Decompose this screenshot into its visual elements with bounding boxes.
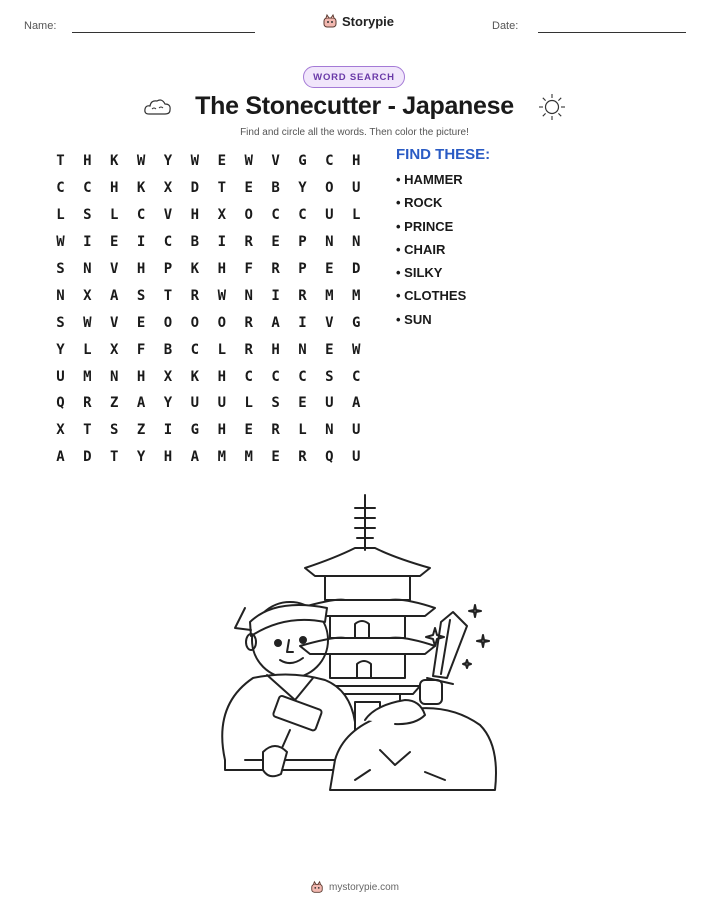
footer-url: mystorypie.com	[328, 881, 399, 893]
grid-letter[interactable]: Z	[136, 422, 146, 439]
word-item: • SILKY	[396, 265, 443, 281]
grid-letter[interactable]: E	[244, 180, 253, 197]
grid-letter[interactable]: O	[244, 207, 253, 224]
grid-letter[interactable]: U	[352, 422, 361, 439]
word-list	[396, 172, 466, 335]
date-label: Date:	[492, 20, 519, 32]
grid-letter[interactable]: Z	[110, 395, 119, 412]
date-line[interactable]	[538, 32, 686, 33]
grid-letter[interactable]: Y	[298, 180, 307, 197]
grid-letter[interactable]: X	[110, 341, 119, 358]
grid-letter[interactable]: W	[244, 153, 253, 170]
grid-row	[47, 148, 370, 175]
storypie-logo-icon	[310, 880, 324, 894]
grid-letter[interactable]: W	[136, 153, 146, 170]
grid-letter[interactable]: N	[110, 368, 119, 385]
grid-letter[interactable]: I	[136, 234, 146, 251]
grid-letter[interactable]: Q	[56, 395, 65, 412]
stonecutter-illustration	[205, 490, 505, 820]
grid-letter[interactable]: K	[190, 261, 200, 277]
grid-letter[interactable]: E	[110, 234, 119, 251]
grid-letter[interactable]: W	[217, 287, 226, 304]
grid-letter[interactable]: S	[110, 422, 119, 439]
grid-letter[interactable]: R	[271, 422, 280, 439]
grid-letter[interactable]: H	[217, 368, 226, 385]
grid-letter[interactable]: N	[244, 287, 253, 304]
grid-letter[interactable]: V	[271, 153, 280, 170]
grid-letter[interactable]: H	[83, 153, 92, 170]
grid-letter[interactable]: P	[163, 261, 173, 277]
grid-row	[47, 363, 370, 390]
grid-letter[interactable]: R	[244, 234, 253, 251]
grid-row	[47, 202, 370, 229]
grid-letter[interactable]: T	[110, 449, 119, 466]
grid-letter[interactable]: T	[217, 180, 226, 197]
grid-letter[interactable]: S	[271, 395, 280, 412]
grid-letter[interactable]: Y	[136, 449, 146, 466]
grid-letter[interactable]: C	[271, 368, 280, 385]
grid-letter[interactable]: H	[217, 261, 226, 277]
grid-letter[interactable]: E	[271, 234, 280, 251]
grid-row	[47, 390, 370, 417]
grid-letter[interactable]: X	[83, 287, 92, 304]
grid-letter[interactable]: R	[244, 314, 253, 331]
grid-letter[interactable]: I	[271, 287, 280, 304]
footer	[0, 880, 709, 894]
grid-letter[interactable]: X	[217, 207, 226, 224]
letter-grid[interactable]	[47, 148, 370, 471]
grid-letter[interactable]: A	[110, 287, 119, 304]
grid-letter[interactable]: R	[244, 341, 253, 358]
grid-letter[interactable]: O	[190, 314, 200, 331]
grid-row	[47, 256, 370, 283]
grid-letter[interactable]: L	[217, 341, 226, 358]
grid-letter[interactable]: L	[56, 207, 65, 224]
grid-letter[interactable]: T	[83, 422, 92, 439]
grid-letter[interactable]: Q	[325, 449, 334, 466]
grid-letter[interactable]: H	[190, 207, 200, 224]
instructions: Find and circle all the words. Then color the picture!	[240, 127, 469, 138]
grid-letter[interactable]: K	[190, 368, 200, 385]
grid-row	[47, 309, 370, 336]
grid-letter[interactable]: X	[163, 368, 173, 385]
grid-letter[interactable]: S	[56, 314, 65, 331]
grid-letter[interactable]: L	[244, 395, 253, 412]
grid-letter[interactable]: C	[298, 207, 307, 224]
grid-letter[interactable]: C	[56, 180, 65, 197]
grid-letter[interactable]: X	[56, 422, 65, 439]
grid-letter[interactable]: E	[244, 422, 253, 439]
word-item: • ROCK	[396, 195, 443, 211]
grid-letter[interactable]: C	[244, 368, 253, 385]
grid-letter[interactable]: E	[298, 395, 307, 412]
grid-letter[interactable]: C	[271, 207, 280, 224]
grid-letter[interactable]: A	[190, 449, 200, 466]
grid-letter[interactable]: G	[190, 422, 200, 439]
grid-letter[interactable]: X	[163, 180, 173, 197]
grid-letter[interactable]: W	[56, 234, 65, 251]
word-item: • CHAIR	[396, 241, 446, 257]
grid-letter[interactable]: L	[352, 207, 361, 224]
grid-letter[interactable]: V	[110, 314, 119, 331]
grid-letter[interactable]: E	[217, 153, 226, 170]
grid-letter[interactable]: T	[163, 287, 173, 304]
grid-letter[interactable]: L	[83, 341, 92, 358]
grid-letter[interactable]: S	[83, 207, 92, 224]
grid-letter[interactable]: K	[110, 153, 119, 170]
storypie-logo-icon	[322, 13, 338, 29]
grid-letter[interactable]: F	[136, 341, 146, 358]
grid-letter[interactable]: E	[325, 261, 334, 277]
grid-row	[47, 282, 370, 309]
grid-letter[interactable]: U	[190, 395, 200, 412]
grid-letter[interactable]: T	[56, 153, 65, 170]
grid-letter[interactable]: H	[163, 449, 173, 466]
word-item: • PRINCE	[396, 218, 454, 234]
grid-letter[interactable]: C	[163, 234, 173, 251]
grid-letter[interactable]: V	[163, 207, 173, 224]
grid-letter[interactable]: B	[190, 234, 200, 251]
grid-row	[47, 417, 370, 444]
grid-letter[interactable]: H	[136, 368, 146, 385]
grid-letter[interactable]: V	[110, 261, 119, 277]
grid-letter[interactable]: N	[325, 234, 334, 251]
name-label: Name:	[24, 20, 57, 32]
grid-letter[interactable]: H	[271, 341, 280, 358]
grid-letter[interactable]: E	[271, 449, 280, 466]
grid-letter[interactable]: U	[217, 395, 226, 412]
grid-letter[interactable]: D	[352, 261, 361, 277]
grid-letter[interactable]: U	[352, 180, 361, 197]
grid-letter[interactable]: O	[325, 180, 334, 197]
grid-letter[interactable]: W	[83, 314, 92, 331]
grid-letter[interactable]: B	[271, 180, 280, 197]
grid-letter[interactable]: G	[298, 153, 307, 170]
grid-letter[interactable]: R	[298, 287, 307, 304]
grid-letter[interactable]: C	[325, 153, 334, 170]
sun-icon	[538, 93, 566, 121]
brand-name: Storypie	[342, 13, 395, 29]
grid-letter[interactable]: O	[217, 314, 226, 331]
grid-letter[interactable]: C	[298, 368, 307, 385]
word-item: • HAMMER	[396, 172, 463, 187]
grid-letter[interactable]: R	[83, 395, 92, 412]
grid-letter[interactable]: L	[298, 422, 307, 439]
grid-letter[interactable]: S	[136, 287, 146, 304]
grid-letter[interactable]: M	[352, 287, 361, 304]
grid-letter[interactable]: N	[56, 287, 65, 304]
grid-letter[interactable]: W	[352, 341, 361, 358]
grid-letter[interactable]: Y	[163, 153, 173, 170]
grid-letter[interactable]: I	[217, 234, 226, 251]
grid-letter[interactable]: U	[325, 395, 334, 412]
grid-letter[interactable]: R	[298, 449, 307, 466]
grid-letter[interactable]: Y	[56, 341, 65, 358]
grid-letter[interactable]: R	[271, 261, 280, 277]
grid-letter[interactable]: D	[190, 180, 200, 197]
grid-letter[interactable]: S	[56, 261, 65, 277]
grid-letter[interactable]: H	[217, 422, 226, 439]
grid-letter[interactable]: H	[352, 153, 361, 170]
grid-letter[interactable]: A	[352, 395, 361, 412]
grid-letter[interactable]: D	[83, 449, 92, 466]
grid-letter[interactable]: O	[163, 314, 173, 331]
grid-letter[interactable]: C	[136, 207, 146, 224]
grid-letter[interactable]: N	[298, 341, 307, 358]
grid-letter[interactable]: H	[136, 261, 146, 277]
grid-letter[interactable]: G	[352, 314, 361, 331]
grid-letter[interactable]: A	[56, 449, 65, 466]
grid-letter[interactable]: U	[352, 449, 361, 466]
grid-letter[interactable]: P	[298, 234, 307, 251]
grid-letter[interactable]: M	[217, 449, 226, 466]
grid-letter[interactable]: E	[325, 341, 334, 358]
grid-letter[interactable]: F	[244, 261, 253, 277]
grid-letter[interactable]: C	[352, 368, 361, 385]
grid-letter[interactable]: R	[190, 287, 200, 304]
grid-letter[interactable]: A	[136, 395, 146, 412]
grid-letter[interactable]: P	[298, 261, 307, 277]
grid-letter[interactable]: N	[352, 234, 361, 251]
grid-letter[interactable]: M	[325, 287, 334, 304]
name-line[interactable]	[72, 32, 255, 33]
grid-letter[interactable]: E	[136, 314, 146, 331]
grid-letter[interactable]: S	[325, 368, 334, 385]
grid-letter[interactable]: I	[298, 314, 307, 331]
grid-letter[interactable]: W	[190, 153, 200, 170]
grid-letter[interactable]: V	[325, 314, 334, 331]
grid-letter[interactable]: B	[163, 341, 173, 358]
page-title: The Stonecutter - Japanese	[195, 92, 514, 120]
grid-row	[47, 444, 370, 471]
grid-row	[47, 229, 370, 256]
grid-letter[interactable]: U	[56, 368, 65, 385]
brand	[322, 13, 394, 29]
grid-letter[interactable]: U	[325, 207, 334, 224]
word-item: • SUN	[396, 311, 432, 327]
find-title: FIND THESE:	[396, 146, 491, 163]
grid-letter[interactable]: I	[83, 234, 92, 251]
grid-row	[47, 175, 370, 202]
grid-letter[interactable]: N	[325, 422, 334, 439]
grid-letter[interactable]: M	[244, 449, 253, 466]
grid-letter[interactable]: Y	[163, 395, 173, 412]
grid-letter[interactable]: N	[83, 261, 92, 277]
grid-row	[47, 336, 370, 363]
grid-letter[interactable]: M	[83, 368, 92, 385]
grid-letter[interactable]: C	[190, 341, 200, 358]
grid-letter[interactable]: A	[271, 314, 280, 331]
grid-letter[interactable]: C	[83, 180, 92, 197]
word-search-badge: WORD SEARCH	[303, 66, 405, 88]
word-item: • CLOTHES	[396, 288, 467, 304]
grid-letter[interactable]: K	[136, 180, 146, 197]
grid-letter[interactable]: I	[163, 422, 173, 439]
grid-letter[interactable]: L	[110, 207, 119, 224]
grid-letter[interactable]: H	[110, 180, 119, 197]
